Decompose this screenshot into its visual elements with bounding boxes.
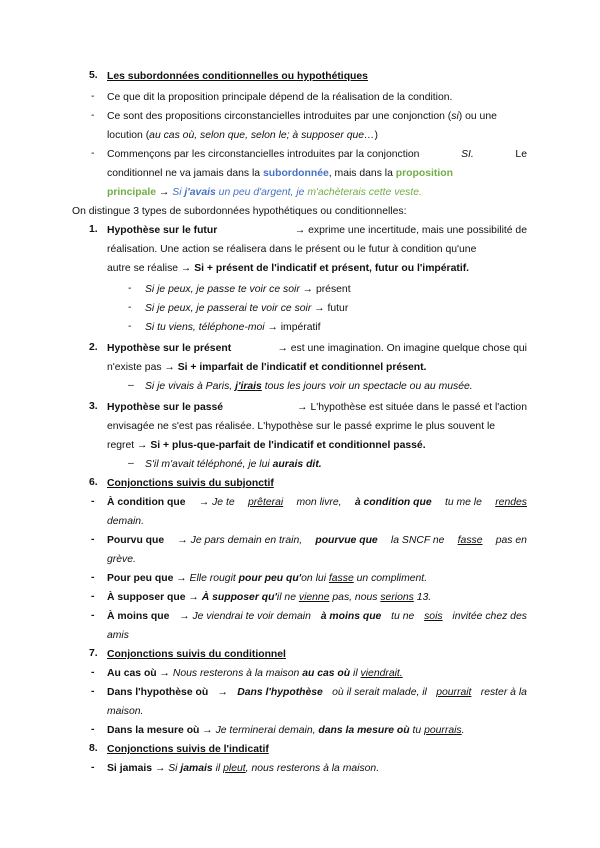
section-8-number: 8. [89,743,98,754]
section-5-bullet-1: Ce que dit la proposition principale dépend de la réalisation de la condition. [107,92,453,103]
section-7-hypothese-line-1: Dans l'hypothèse où → Dans l'hypothèse où il serait malade, il pourrait rester à la [107,687,527,698]
bullet-dash: - [91,724,95,735]
section-6-pour-peu: Pour peu que → Elle rougit pour peu qu'on lui fasse un compliment. [107,573,428,584]
bullet-dash: - [128,302,132,313]
section-7-au-cas-ou: Au cas où → Nous resterons à la maison au cas où il viendrait. [107,668,403,679]
bullet-dash: - [91,572,95,583]
section-6-title: Conjonctions suivis du subjonctif [107,478,274,489]
bullet-dash: - [91,667,95,678]
bullet-dash: – [128,458,134,469]
bullet-dash: - [128,321,132,332]
section-6-a-moins-line-1: À moins que → Je viendrai te voir demain à moins que tu ne sois invitée chez des [107,611,527,622]
intro-line: On distingue 3 types de subordonnées hypothétiques ou conditionnelles: [72,206,407,217]
section-6-a-condition-line-2: demain. [107,516,144,527]
section-6-number: 6. [89,477,98,488]
hypothesis-3-line-3: regret → Si + plus-que-parfait de l'indicatif et conditionnel passé. [107,440,426,451]
section-6-pourvu-line-1: Pourvu que → Je pars demain en train, pourvue que la SNCF ne fasse pas en [107,535,527,546]
hypothesis-1-line-2: réalisation. Une action se réalisera dans le présent ou le futur à condition qu'une [107,244,477,255]
section-8-si-jamais: Si jamais → Si jamais il pleut, nous resterons à la maison. [107,763,380,774]
hypothesis-1-example-3: Si tu viens, téléphone-moi → impératif [145,322,321,333]
bullet-dash: - [91,496,95,507]
section-6-a-moins-line-2: amis [107,630,129,641]
bullet-dash: - [91,591,95,602]
hypothesis-2-example: Si je vivais à Paris, j'irais tous les jours voir un spectacle ou au musée. [145,381,473,392]
bullet-dash: – [128,380,134,391]
section-6-a-condition-line-1: À condition que → Je te prêterai mon livre, à condition que tu me le rendes [107,497,527,508]
section-5-bullet-2-line-1: Ce sont des propositions circonstancielles introduites par une conjonction (si) ou une [107,111,497,122]
hypothesis-3-line-2: envisagée ne s'est pas réalisée. L'hypothèse sur le passé exprime le plus souvent le [107,421,496,432]
hypothesis-3-line-1: Hypothèse sur le passé → L'hypothèse est située dans le passé et l'action [107,402,527,413]
hypothesis-1-number: 1. [89,224,98,235]
hypothesis-1-example-1: Si je peux, je passe te voir ce soir → présent [145,284,351,295]
hypothesis-1-line-3: autre se réalise → Si + présent de l'indicatif et présent, futur ou l'impératif. [107,263,470,274]
section-5-bullet-3-line-1: Commençons par les circonstancielles introduites par la conjonction SI. Le [107,149,527,160]
bullet-dash: - [91,148,95,159]
section-5-bullet-3-line-2: conditionnel ne va jamais dans la subordonnée, mais dans la proposition [107,168,453,179]
section-7-number: 7. [89,648,98,659]
section-6-a-supposer: À supposer que → À supposer qu'il ne vienne pas, nous serions 13. [107,592,432,603]
bullet-dash: - [91,91,95,102]
section-7-mesure: Dans la mesure où → Je terminerai demain, dans la mesure où tu pourrais. [107,725,465,736]
bullet-dash: - [91,762,95,773]
bullet-dash: - [91,686,95,697]
bullet-dash: - [91,110,95,121]
hypothesis-2-line-1: Hypothèse sur le présent → est une imagination. On imagine quelque chose qui [107,343,527,354]
section-5-title: Les subordonnées conditionnelles ou hypothétiques [107,71,368,82]
bullet-dash: - [128,283,132,294]
section-5-bullet-3-line-3: principale → Si j'avais un peu d'argent, je m'achèterais cette veste. [107,187,422,198]
section-5-bullet-2-line-2: locution (au cas où, selon que, selon le; à supposer que…) [107,130,378,141]
hypothesis-2-line-2: n'existe pas → Si + imparfait de l'indicatif et conditionnel présent. [107,362,427,373]
section-6-pourvu-line-2: grève. [107,554,136,565]
hypothesis-1-line-1: Hypothèse sur le futur → exprime une incertitude, mais une possibilité de [107,225,527,236]
bullet-dash: - [91,610,95,621]
section-7-hypothese-line-2: maison. [107,706,144,717]
hypothesis-2-number: 2. [89,342,98,353]
section-7-title: Conjonctions suivis du conditionnel [107,649,286,660]
hypothesis-3-example: S'il m'avait téléphoné, je lui aurais dit. [145,459,322,470]
section-5-number: 5. [89,70,98,81]
bullet-dash: - [91,534,95,545]
section-8-title: Conjonctions suivis de l'indicatif [107,744,269,755]
hypothesis-1-example-2: Si je peux, je passerai te voir ce soir → futur [145,303,349,314]
hypothesis-3-number: 3. [89,401,98,412]
